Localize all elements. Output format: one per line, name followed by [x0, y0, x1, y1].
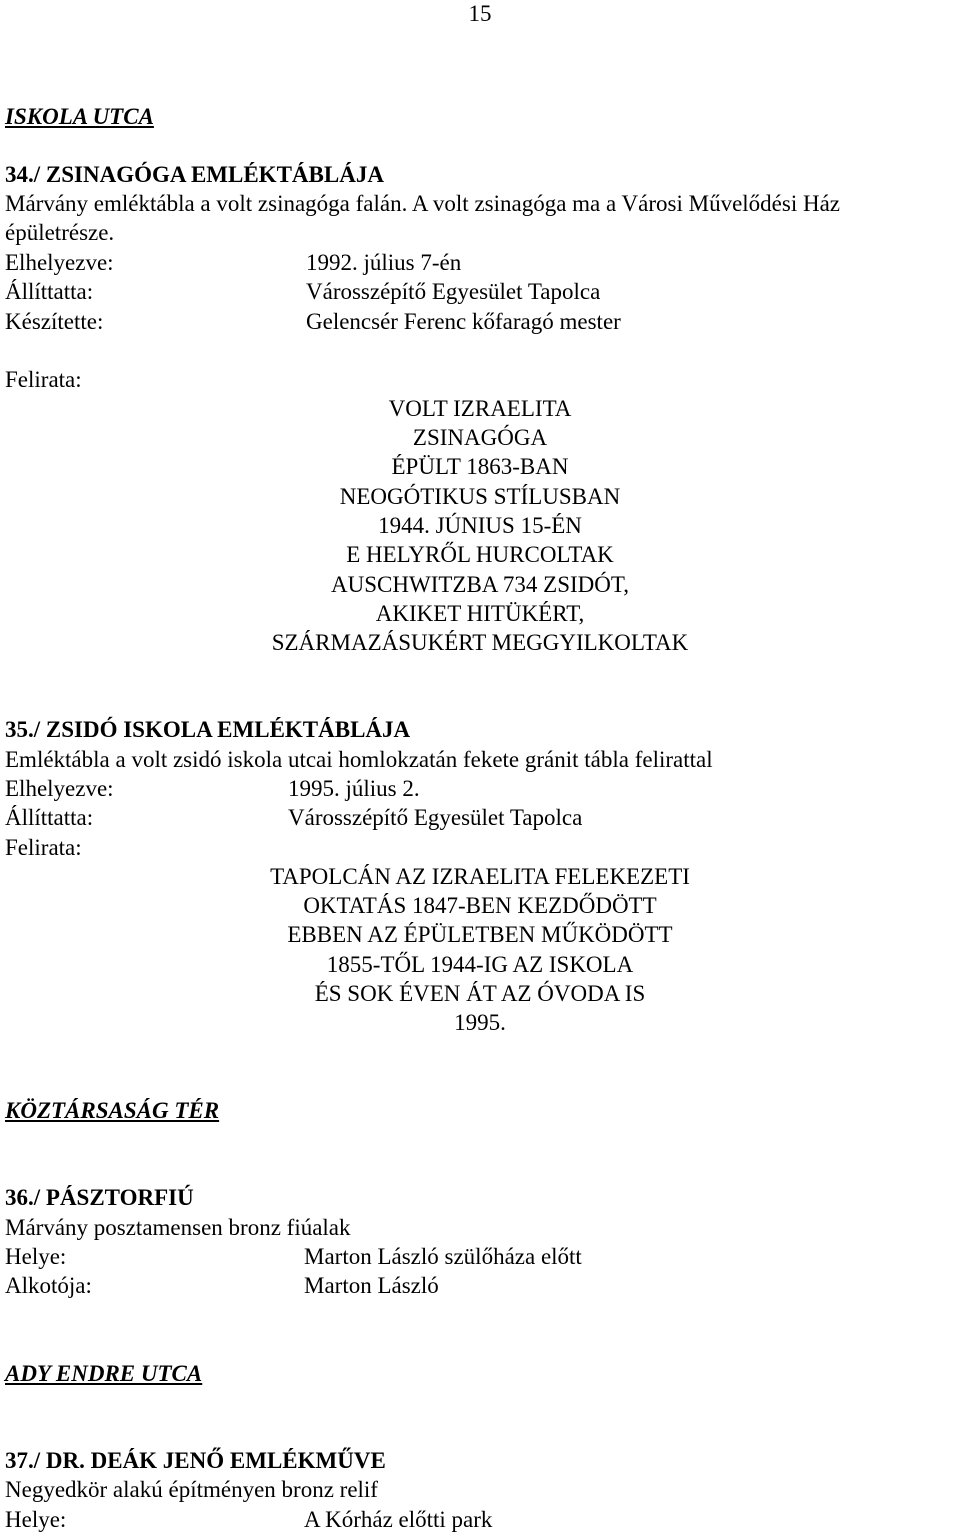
inscription-line: TAPOLCÁN AZ IZRAELITA FELEKEZETI — [270, 864, 690, 889]
inscription-line: ZSINAGÓGA — [412, 425, 548, 450]
item-description-37: Negyedkör alakú építményen bronz relif — [5, 1477, 378, 1502]
inscription-label-34: Felirata: — [5, 367, 82, 392]
street-heading-iskola-utca: ISKOLA UTCA — [5, 104, 154, 129]
inscription-label-35: Felirata: — [5, 835, 82, 860]
field-label: Készítette: — [5, 309, 104, 334]
item-description-34-cont: épületrésze. — [5, 220, 115, 245]
item-title-36: 36./ PÁSZTORFIÚ — [5, 1185, 194, 1210]
inscription-line: VOLT IZRAELITA — [388, 396, 572, 421]
inscription-line: SZÁRMAZÁSUKÉRT MEGGYILKOLTAK — [271, 630, 689, 655]
inscription-line: 1855-TŐL 1944-IG AZ ISKOLA — [326, 952, 634, 977]
item-description-36: Márvány posztamensen bronz fiúalak — [5, 1215, 351, 1240]
field-label: Helye: — [5, 1244, 67, 1269]
item-description-34: Márvány emléktábla a volt zsinagóga falán. A volt zsinagóga ma a Városi Művelődési Ház — [5, 191, 840, 216]
field-value: Városszépítő Egyesület Tapolca — [306, 279, 601, 304]
inscription-line: OKTATÁS 1847-BEN KEZDŐDÖTT — [303, 893, 657, 918]
field-value: Gelencsér Ferenc kőfaragó mester — [306, 309, 621, 334]
inscription-line: 1944. JÚNIUS 15-ÉN — [378, 513, 582, 538]
item-description-35: Emléktábla a volt zsidó iskola utcai homlokzatán fekete gránit tábla felirattal — [5, 747, 713, 772]
field-label: Elhelyezve: — [5, 776, 114, 801]
inscription-line: NEOGÓTIKUS STÍLUSBAN — [339, 484, 621, 509]
item-title-34: 34./ ZSINAGÓGA EMLÉKTÁBLÁJA — [5, 162, 384, 187]
field-value: A Kórház előtti park — [304, 1507, 493, 1532]
item-title-37: 37./ DR. DEÁK JENŐ EMLÉKMŰVE — [5, 1448, 386, 1473]
inscription-line: ÉPÜLT 1863-BAN — [391, 454, 569, 479]
field-value: Városszépítő Egyesület Tapolca — [288, 805, 583, 830]
street-heading-ady-endre-utca: ADY ENDRE UTCA — [5, 1361, 203, 1386]
field-label: Helye: — [5, 1507, 67, 1532]
inscription-line: EBBEN AZ ÉPÜLETBEN MŰKÖDÖTT — [287, 922, 673, 947]
page-number: 15 — [468, 1, 492, 26]
street-heading-koztarsasag-ter: KÖZTÁRSASÁG TÉR — [5, 1098, 220, 1123]
inscription-line: 1995. — [454, 1010, 506, 1035]
inscription-line: AKIKET HITÜKÉRT, — [375, 601, 585, 626]
field-value: Marton László — [304, 1273, 439, 1298]
field-label: Elhelyezve: — [5, 250, 114, 275]
field-value: 1995. július 2. — [288, 776, 420, 801]
field-label: Alkotója: — [5, 1273, 92, 1298]
field-label: Állíttatta: — [5, 279, 94, 304]
inscription-line: E HELYRŐL HURCOLTAK — [346, 542, 614, 567]
field-value: 1992. július 7-én — [306, 250, 462, 275]
inscription-line: AUSCHWITZBA 734 ZSIDÓT, — [331, 572, 629, 597]
item-title-35: 35./ ZSIDÓ ISKOLA EMLÉKTÁBLÁJA — [5, 717, 411, 742]
field-label: Állíttatta: — [5, 805, 94, 830]
inscription-line: ÉS SOK ÉVEN ÁT AZ ÓVODA IS — [314, 981, 646, 1006]
field-value: Marton László szülőháza előtt — [304, 1244, 582, 1269]
